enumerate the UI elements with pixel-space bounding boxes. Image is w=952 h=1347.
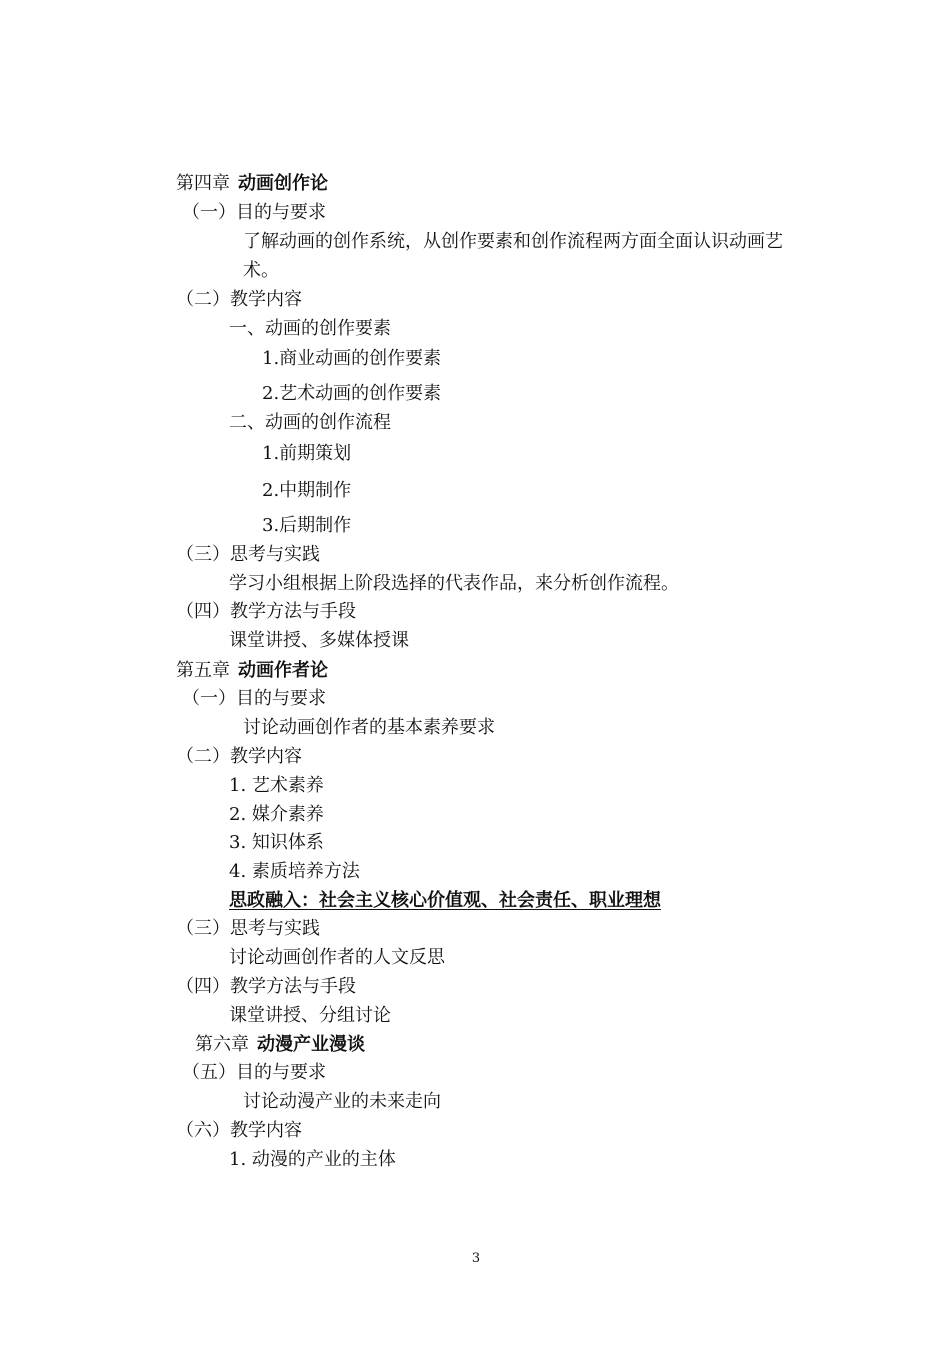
chapter6-name: 动漫产业漫谈	[257, 1034, 365, 1055]
chapter6-title	[195, 1034, 365, 1056]
chapter4-section2-heading: （二）教学内容	[176, 289, 302, 310]
chapter6-section1-heading: （五）目的与要求	[182, 1062, 326, 1083]
chapter4-section3-text: 学习小组根据上阶段选择的代表作品，来分析创作流程。	[229, 573, 679, 594]
chapter4-part2-item1: 1.前期策划	[262, 443, 352, 464]
chapter5-title	[176, 660, 328, 682]
chapter5-list-item: 3. 知识体系	[229, 832, 324, 853]
chapter6-section1-text: 讨论动漫产业的未来走向	[243, 1091, 441, 1112]
chapter5-section4-text: 课堂讲授、分组讨论	[229, 1005, 391, 1026]
chapter6-section2-heading: （六）教学内容	[176, 1120, 302, 1141]
chapter5-section1-text: 讨论动画创作者的基本素养要求	[243, 717, 495, 738]
chapter4-section4-heading: （四）教学方法与手段	[176, 601, 356, 622]
chapter5-list-item: 4. 素质培养方法	[229, 861, 360, 882]
chapter4-title	[176, 173, 328, 195]
page-number: 3	[471, 1251, 481, 1266]
chapter4-section3-heading: （三）思考与实践	[176, 544, 320, 565]
chapter5-prefix: 第五章	[176, 660, 230, 681]
chapter4-section4-text: 课堂讲授、多媒体授课	[229, 630, 409, 651]
chapter4-part1-item2: 2.艺术动画的创作要素	[262, 383, 442, 404]
chapter5-list-item: 2. 媒介素养	[229, 804, 324, 825]
chapter5-name: 动画作者论	[238, 660, 328, 681]
chapter4-name: 动画创作论	[238, 173, 328, 194]
chapter6-prefix: 第六章	[195, 1034, 249, 1055]
chapter5-section3-heading: （三）思考与实践	[176, 918, 320, 939]
chapter4-section1-heading: （一）目的与要求	[182, 202, 326, 223]
chapter6-list-item: 1. 动漫的产业的主体	[229, 1149, 396, 1170]
chapter5-section1-heading: （一）目的与要求	[182, 688, 326, 709]
chapter5-list-item: 1. 艺术素养	[229, 775, 324, 796]
chapter4-part1-item1: 1.商业动画的创作要素	[262, 348, 442, 369]
chapter4-part2-heading: 二、动画的创作流程	[229, 412, 391, 433]
chapter4-prefix: 第四章	[176, 173, 230, 194]
chapter4-part1-heading: 一、动画的创作要素	[229, 318, 391, 339]
chapter4-section1-text-line2: 术。	[243, 260, 279, 281]
chapter4-part2-item3: 3.后期制作	[262, 515, 352, 536]
chapter5-section4-heading: （四）教学方法与手段	[176, 976, 356, 997]
chapter5-ideology-note: 思政融入：社会主义核心价值观、社会责任、职业理想	[229, 890, 661, 911]
chapter4-section1-text-line1: 了解动画的创作系统，从创作要素和创作流程两方面全面认识动画艺	[243, 231, 783, 252]
chapter4-part2-item2: 2.中期制作	[262, 480, 352, 501]
chapter5-section3-text: 讨论动画创作者的人文反思	[229, 947, 445, 968]
chapter5-section2-heading: （二）教学内容	[176, 746, 302, 767]
